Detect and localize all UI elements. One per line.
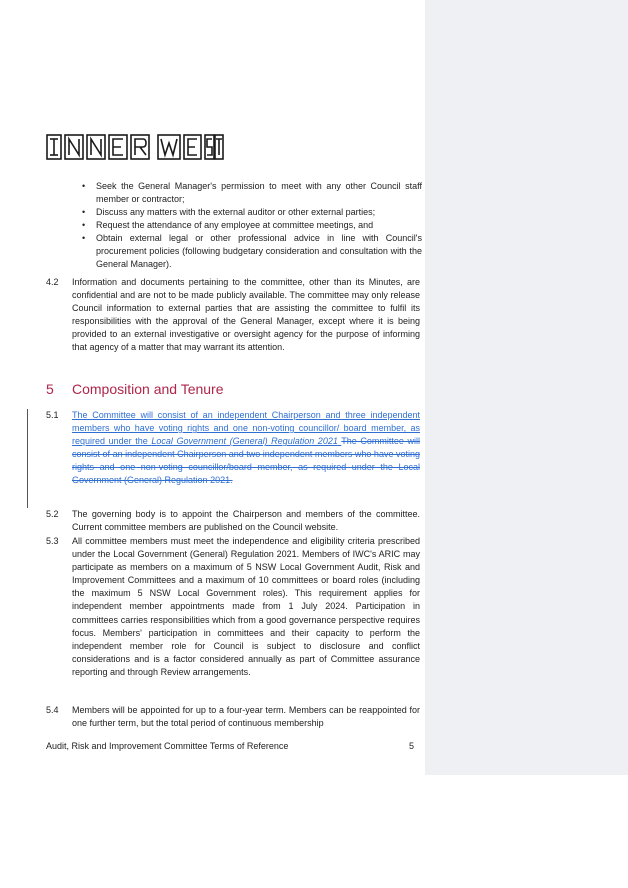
list-item: • Discuss any matters with the external auditor or other external parties;	[82, 206, 422, 219]
inserted-text: The Committee will consist of an independent Chairperson and three independent members who have voting rights and one non-voting councillor/ board member, as required under the	[72, 410, 420, 447]
clause-number: 4.2	[46, 277, 59, 287]
clause-5-1	[46, 409, 422, 488]
section-heading	[46, 381, 224, 397]
clause-5-4	[46, 704, 422, 730]
clause-text	[72, 409, 420, 488]
footer-title: Audit, Risk and Improvement Committee Terms of Reference	[46, 741, 289, 751]
inner-west-logo	[46, 133, 224, 161]
clause-text: Members will be appointed for up to a four-year term. Members can be reappointed for one further term, but the total period of continuous membership	[72, 705, 420, 729]
section-title: Composition and Tenure	[72, 381, 224, 397]
section-number: 5	[46, 381, 54, 397]
clause-5-2	[46, 508, 422, 534]
clause-text: Information and documents pertaining to the committee, other than its Minutes, are confidential and are not to be made publicly available. The committee may only release Council information to external parties that are assisting the committee to fulfil its responsibilities with the approval of the General Manager, except where it is being provided to an external investigative or oversight agency for the purpose of informing that agency of a matter that may warrant its attention.	[72, 277, 420, 353]
clause-5-3	[46, 535, 422, 679]
clause-text: All committee members must meet the independence and eligibility criteria prescribed under the Local Government (General) Regulation 2021. Members of IWC's ARIC may participate as members on a maximum of 5 NSW Local Government Audit, Risk and Improvement Committees and a maximum of 10 committees or board roles (including the maximum 5 NSW Local Government roles). This requirement applies for independent member appointments made from 1 July 2024. Participation in committees carries responsibilities which from a good governance perspective requires focus. Members' participation in committees and their capacity to perform the independent member role for Council is subject to disclosure and conflict considerations and is a factor considered annually as part of Committee assurance reporting and through Review arrangements.	[72, 536, 420, 677]
deleted-text: The Committee will consist of an independent Chairperson and two independent members who have voting rights and one non-voting councillor/board member, as required under the Local Government (General) Regulation 2021.	[72, 436, 420, 486]
clause-number: 5.3	[46, 536, 59, 546]
clause-text: The governing body is to appoint the Chairperson and members of the committee. Current committee members are published on the Council website.	[72, 509, 420, 533]
bullet-list	[82, 180, 422, 271]
clause-number: 5.1	[46, 410, 59, 420]
comment-pane[interactable]	[425, 0, 628, 775]
list-item: • Seek the General Manager's permission to meet with any other Council staff member or contractor;	[82, 180, 422, 206]
page-number: 5	[409, 741, 415, 751]
list-item: • Obtain external legal or other professional advice in line with Council's procurement policies (following budgetary consideration and consultation with the General Manager).	[82, 232, 422, 271]
inserted-text-italic: Local Government (General) Regulation 2021	[151, 436, 338, 447]
clause-number: 5.2	[46, 509, 59, 519]
change-bar	[27, 409, 28, 508]
clause-number: 5.4	[46, 705, 59, 715]
clause-4-2	[46, 276, 422, 355]
list-item: • Request the attendance of any employee at committee meetings, and	[82, 219, 422, 232]
page-margin	[425, 775, 628, 888]
